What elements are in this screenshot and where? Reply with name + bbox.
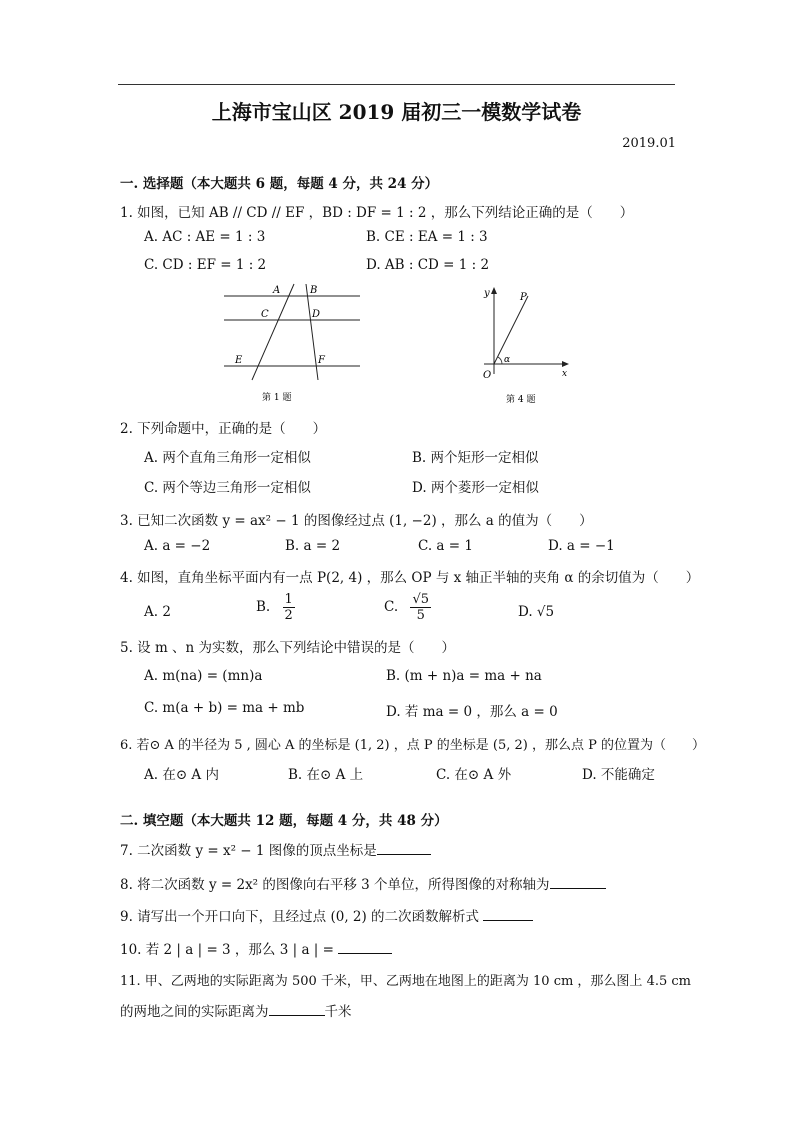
section-heading-choice: 一. 选择题（本大题共 6 题，每题 4 分，共 24 分）	[120, 176, 439, 192]
question-8	[120, 873, 606, 893]
question-4-option-b-fraction	[283, 592, 295, 623]
question-7	[120, 839, 431, 859]
question-10-text: 10. 若 2 | a | = 3 ，那么 3 | a | =	[120, 942, 334, 958]
top-rule	[118, 84, 675, 85]
fig1-label-d: D	[312, 309, 321, 320]
question-1-option-b: B. CE : EA = 1 : 3	[366, 229, 488, 245]
fig4-label-o: O	[483, 370, 492, 381]
question-5-option-d: D. 若 ma = 0 ，那么 a = 0	[386, 704, 558, 720]
question-11-line-2	[120, 1000, 352, 1020]
question-11-line-1: 11. 甲、乙两地的实际距离为 500 千米，甲、乙两地在地图上的距离为 10 cm ，那么图上 4.5 cm	[120, 974, 691, 989]
question-6-option-a: A. 在⊙ A 内	[144, 767, 219, 783]
question-8-text: 8. 将二次函数 y = 2x² 的图像向右平移 3 个单位，所得图像的对称轴为	[120, 877, 550, 893]
question-6-option-d: D. 不能确定	[582, 767, 655, 783]
question-4-option-c-den: 5	[416, 608, 425, 623]
question-7-text: 7. 二次函数 y = x² − 1 图像的顶点坐标是	[120, 843, 377, 859]
question-4-option-b-label: B.	[256, 599, 271, 615]
question-1-option-a: A. AC : AE = 1 : 3	[144, 229, 266, 245]
question-1-option-c: C. CD : EF = 1 : 2	[144, 257, 267, 273]
question-4-option-b-den: 2	[284, 608, 293, 623]
question-2-option-d: D. 两个菱形一定相似	[412, 480, 539, 496]
question-4-option-b	[256, 592, 295, 623]
question-4-stem: 4. 如图，直角坐标平面内有一点 P(2, 4) ，那么 OP 与 x 轴正半轴的夹角 α 的余切值为（ ）	[120, 570, 700, 586]
fig4-label-p: P	[520, 292, 527, 303]
question-5-stem: 5. 设 m 、n 为实数，那么下列结论中错误的是（ ）	[120, 640, 456, 656]
question-1-stem: 1. 如图，已知 AB // CD // EF ，BD : DF = 1 : 2 ，那么下列结论正确的是（ ）	[120, 205, 634, 221]
fig1-caption: 第 1 题	[262, 393, 292, 403]
question-11-blank[interactable]	[269, 1003, 325, 1016]
question-4-option-d: D. √5	[518, 604, 555, 620]
question-2-option-a: A. 两个直角三角形一定相似	[144, 450, 311, 466]
question-4-option-c-label: C.	[384, 599, 399, 615]
question-6-option-b: B. 在⊙ A 上	[288, 767, 364, 783]
question-9	[120, 905, 533, 925]
section-heading-fill-in: 二. 填空题（本大题共 12 题，每题 4 分，共 48 分）	[120, 813, 448, 829]
question-4-option-a: A. 2	[144, 604, 171, 620]
question-1-figure	[218, 282, 368, 408]
fig4-label-y: y	[484, 288, 490, 299]
question-5-option-c: C. m(a + b) = ma + mb	[144, 700, 305, 716]
question-3-option-d: D. a = −1	[548, 538, 615, 554]
question-6-stem: 6. 若⊙ A 的半径为 5 , 圆心 A 的坐标是 (1, 2) ，点 P 的坐标是 (5, 2) ，那么点 P 的位置为（ ）	[120, 738, 705, 753]
question-3-option-a: A. a = −2	[144, 538, 211, 554]
question-6-option-c: C. 在⊙ A 外	[436, 767, 512, 783]
question-8-blank[interactable]	[550, 876, 606, 889]
question-10	[120, 938, 392, 958]
fig4-caption: 第 4 题	[506, 395, 536, 405]
question-9-blank[interactable]	[483, 908, 533, 921]
question-11-text: 的两地之间的实际距离为	[120, 1004, 269, 1020]
question-5-option-a: A. m(na) = (mn)a	[144, 668, 263, 684]
fig1-label-c: C	[261, 309, 269, 320]
question-10-blank[interactable]	[338, 941, 392, 954]
question-2-stem: 2. 下列命题中，正确的是（ ）	[120, 421, 327, 437]
question-5-option-b: B. (m + n)a = ma + na	[386, 668, 542, 684]
question-9-text: 9. 请写出一个开口向下，且经过点 (0, 2) 的二次函数解析式	[120, 909, 480, 925]
question-2-option-b: B. 两个矩形一定相似	[412, 450, 539, 466]
question-1-option-d: D. AB : CD = 1 : 2	[366, 257, 490, 273]
question-2-option-c: C. 两个等边三角形一定相似	[144, 480, 311, 496]
question-3-option-b: B. a = 2	[285, 538, 341, 554]
fig4-label-alpha: α	[504, 355, 511, 365]
question-4-option-c-num: √5	[412, 592, 429, 607]
question-3-stem: 3. 已知二次函数 y = ax² − 1 的图像经过点 (1, −2) ，那么 a 的值为（ ）	[120, 513, 593, 529]
question-4-option-c	[384, 592, 431, 623]
question-4-figure	[470, 284, 580, 408]
page-title: 上海市宝山区 2019 届初三一模数学试卷	[211, 100, 582, 124]
fig1-label-f: F	[318, 355, 325, 366]
fig1-label-e: E	[235, 355, 243, 366]
exam-date: 2019.01	[622, 136, 676, 151]
fig1-label-b: B	[310, 285, 318, 296]
fig4-label-x: x	[562, 369, 568, 379]
question-4-option-b-num: 1	[284, 592, 293, 607]
fig1-label-a: A	[273, 285, 281, 296]
question-4-option-c-fraction	[410, 592, 431, 623]
question-7-blank[interactable]	[377, 842, 431, 855]
question-3-option-c: C. a = 1	[418, 538, 473, 554]
question-11-unit: 千米	[324, 1004, 352, 1020]
